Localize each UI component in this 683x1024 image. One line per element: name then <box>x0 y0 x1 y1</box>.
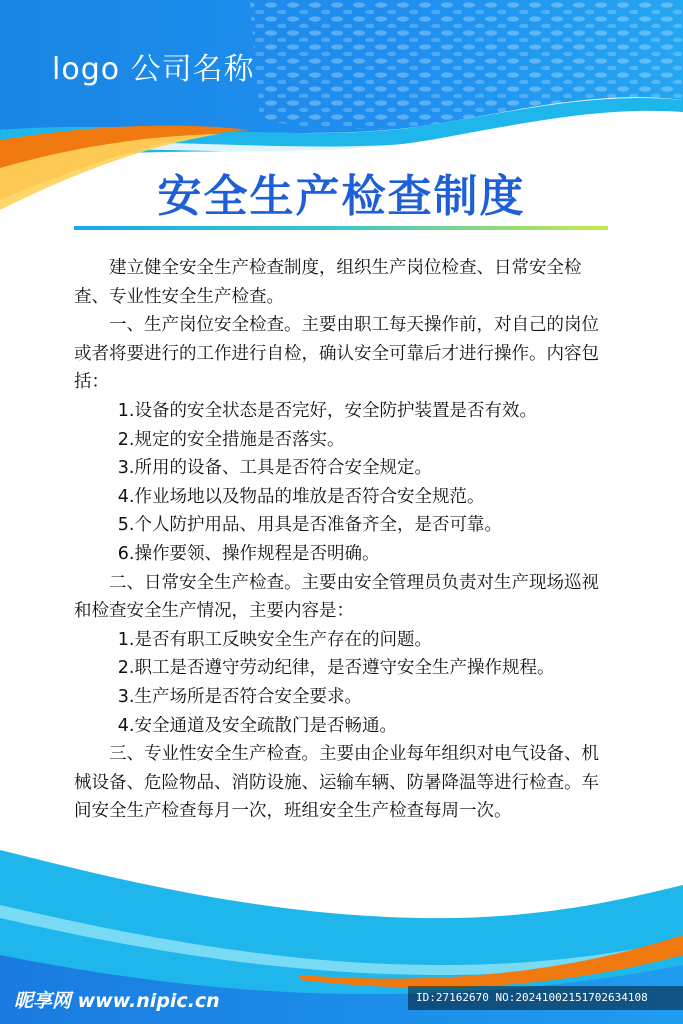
paragraph-section-3: 三、专业性安全生产检查。主要由企业每年组织对电气设备、机械设备、危险物品、消防设施、运输车辆、防暑降温等进行检查。车间安全生产检查每月一次，班组安全生产检查每周一次。 <box>74 744 599 822</box>
list-item: 2.规定的安全措施是否落实。 <box>117 429 345 450</box>
paragraph-section-1: 一、生产岗位安全检查。主要由职工每天操作前，对自己的岗位或者将要进行的工作进行自检，确认安全可靠后才进行操作。内容包括： <box>74 315 599 393</box>
list-item: 4.作业场地以及物品的堆放是否符合安全规范。 <box>117 486 485 507</box>
list-item: 1.设备的安全状态是否完好，安全防护装置是否有效。 <box>117 400 537 421</box>
image-id-bar: ID:27162670 NO:20241002151702634108 <box>408 986 683 1010</box>
regulation-body <box>74 254 614 826</box>
company-logo-text: logo 公司名称 <box>52 52 255 87</box>
list-item: 1.是否有职工反映安全生产存在的问题。 <box>117 629 432 650</box>
paragraph-intro: 建立健全安全生产检查制度，组织生产岗位检查、日常安全检查、专业性安全生产检查。 <box>74 258 582 307</box>
list-item: 3.生产场所是否符合安全要求。 <box>117 686 362 707</box>
list-item: 6.操作要领、操作规程是否明确。 <box>117 543 380 564</box>
site-watermark: 昵享网 www.nipic.cn <box>14 990 220 1012</box>
paragraph-section-2: 二、日常安全生产检查。主要由安全管理员负责对生产现场巡视和检查安全生产情况，主要内容是： <box>74 572 599 622</box>
title-underline <box>74 226 608 230</box>
list-item: 3.所用的设备、工具是否符合安全规定。 <box>117 458 432 479</box>
list-item: 2.职工是否遵守劳动纪律，是否遵守安全生产操作规程。 <box>117 658 555 679</box>
list-item: 4.安全通道及安全疏散门是否畅通。 <box>117 715 397 736</box>
list-item: 5.个人防护用品、用具是否准备齐全，是否可靠。 <box>117 515 502 536</box>
page-title: 安全生产检查制度 <box>157 171 526 222</box>
